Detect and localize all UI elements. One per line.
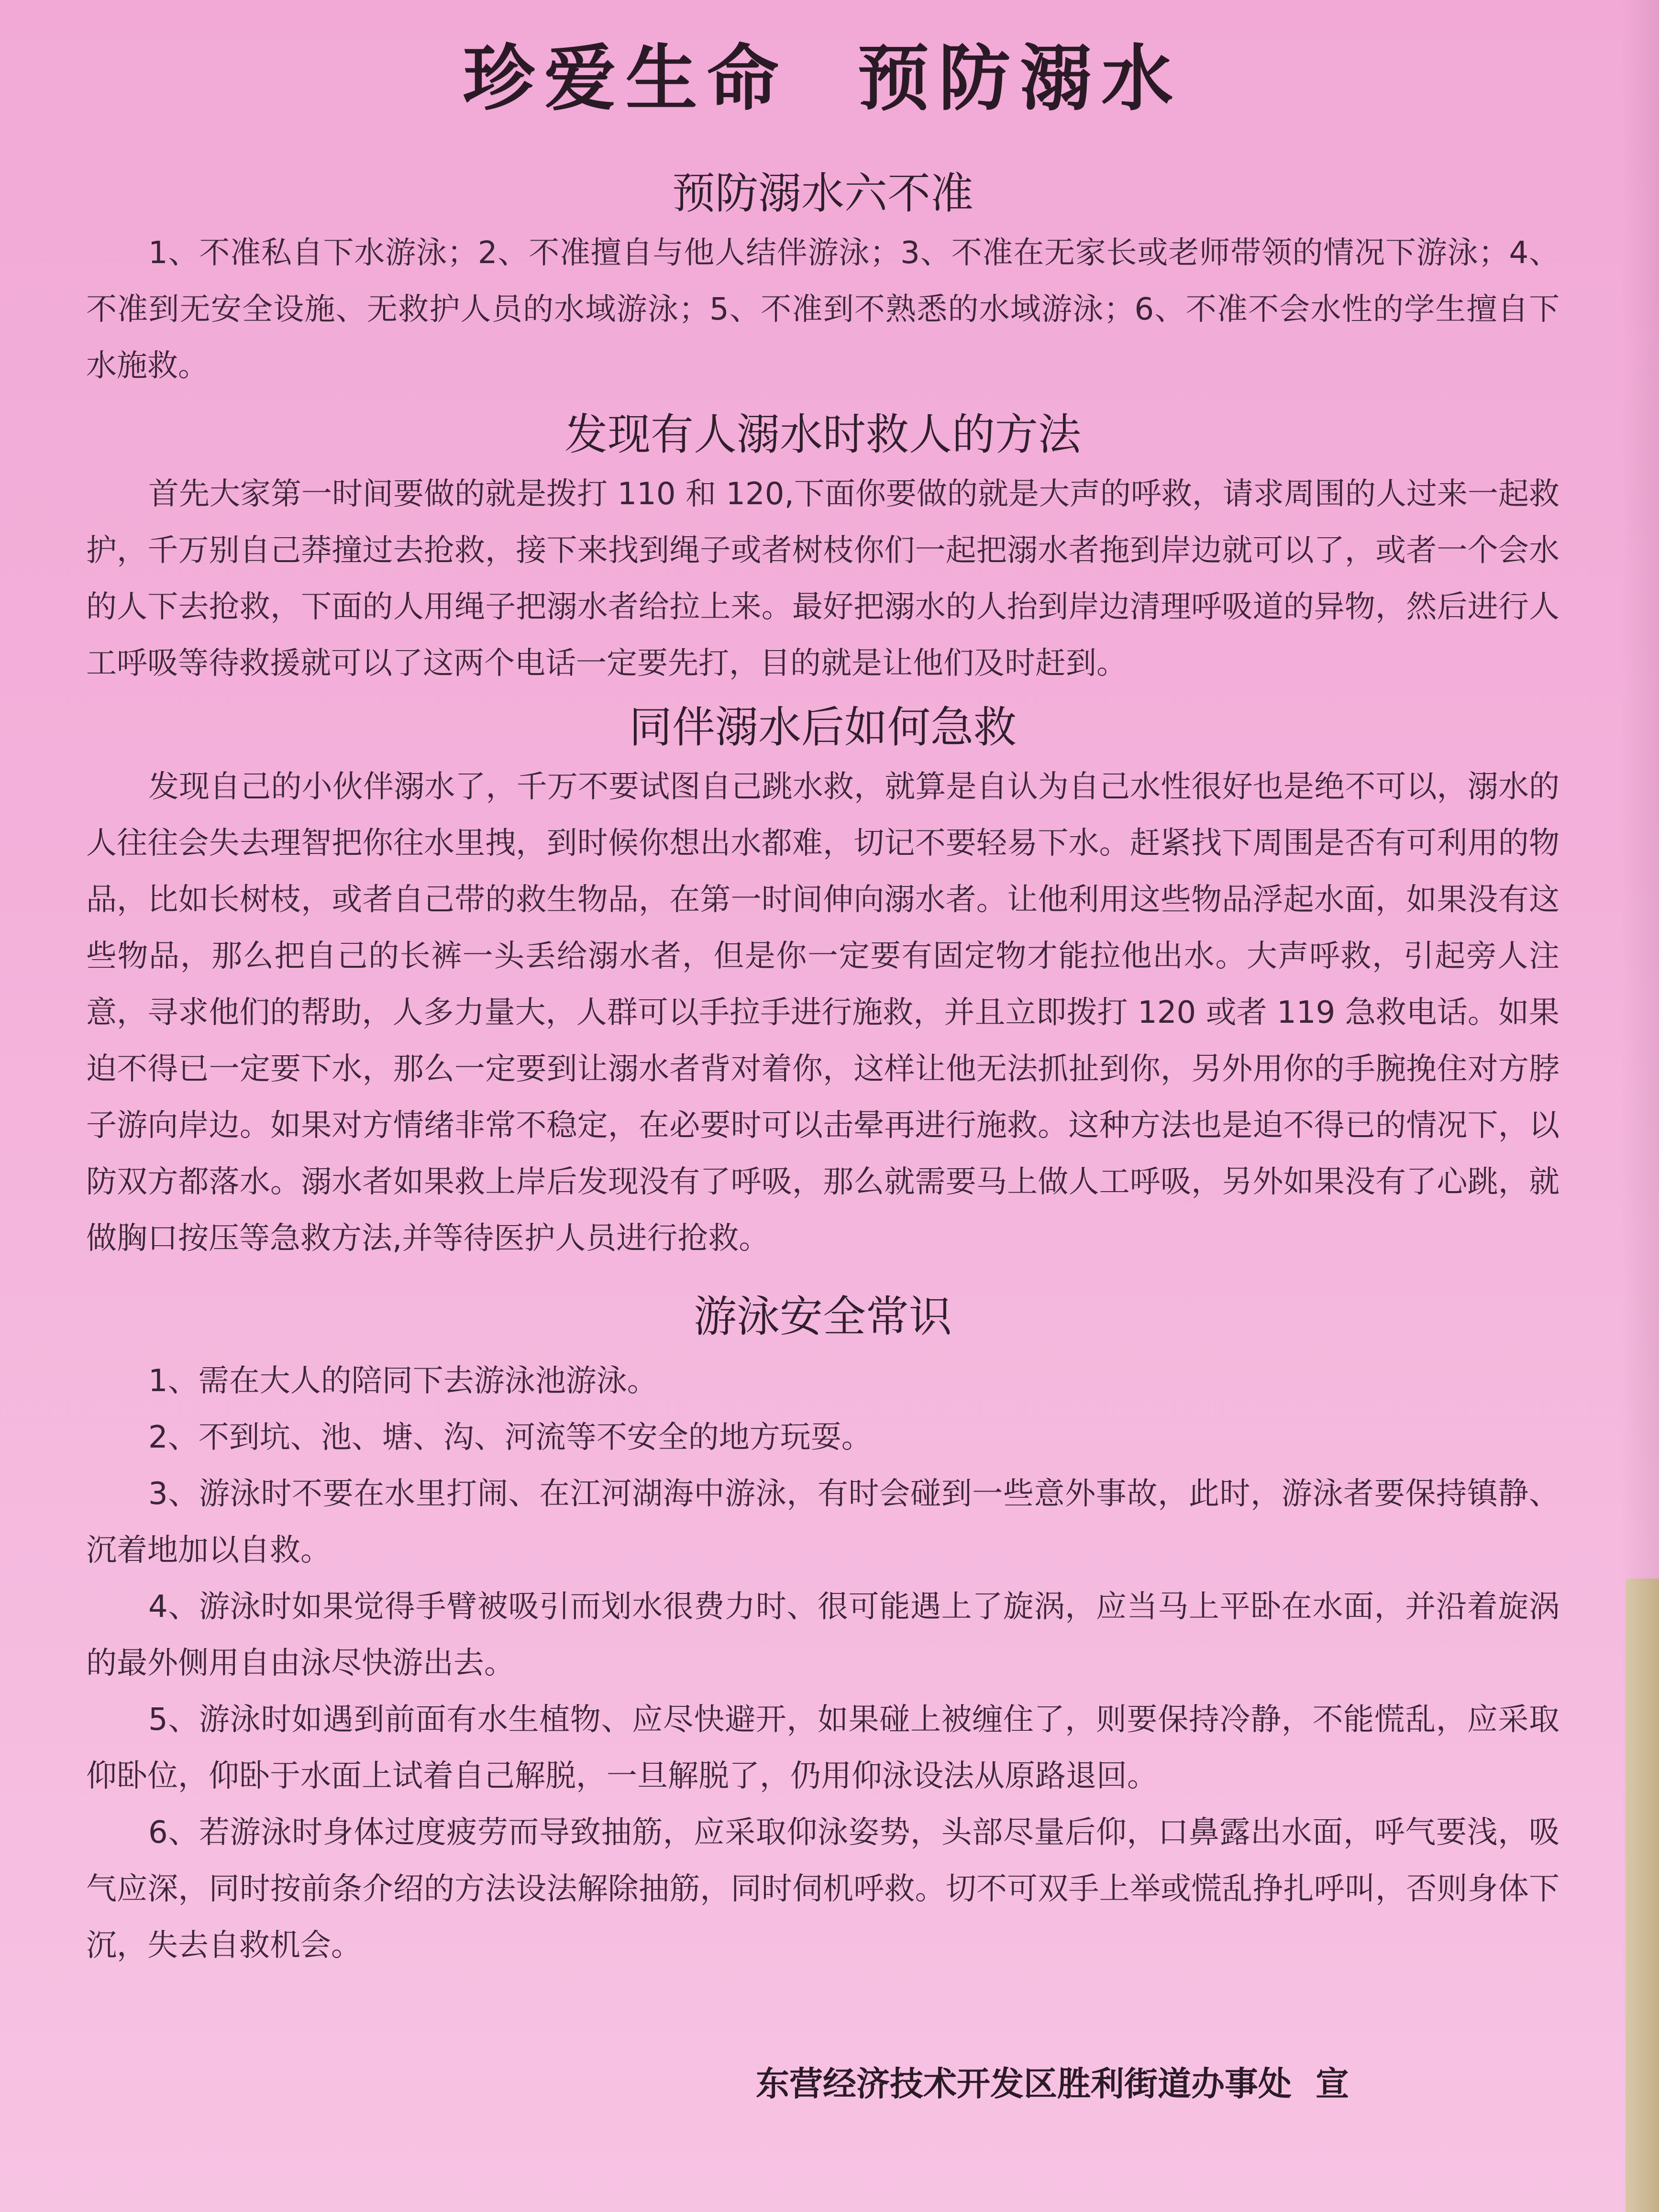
list-item: 5、游泳时如遇到前面有水生植物、应尽快避开，如果碰上被缠住了，则要保持冷静，不能慌乱，应采取仰卧位，仰卧于水面上试着自己解脱，一旦解脱了，仍用仰泳设法从原路退回。 bbox=[86, 1702, 1559, 1794]
issuer-organization: 东营经济技术开发区胜利街道办事处 bbox=[756, 2064, 1292, 2103]
swimming-safety-list bbox=[86, 1353, 1559, 1974]
table-surface bbox=[1626, 1579, 1659, 2212]
six-rules-paragraph: 1、不准私自下水游泳；2、不准擅自与他人结伴游泳；3、不准在无家长或老师带领的情况下游泳；4、不准到无安全设施、无救护人员的水域游泳；5、不准到不熟悉的水域游泳；6、不准不会水性的学生擅自下水施救。 bbox=[86, 235, 1559, 384]
list-item: 1、需在大人的陪同下去游泳池游泳。 bbox=[148, 1363, 658, 1399]
list-item: 3、游泳时不要在水里打闹、在江河湖海中游泳，有时会碰到一些意外事故，此时，游泳者要保持镇静、沉着地加以自救。 bbox=[86, 1476, 1559, 1568]
list-item: 4、游泳时如果觉得手臂被吸引而划水很费力时、很可能遇上了旋涡，应当马上平卧在水面，并沿着旋涡的最外侧用自由泳尽快游出去。 bbox=[86, 1589, 1559, 1681]
issuer-signature bbox=[756, 2057, 1349, 2105]
companion-first-aid-paragraph: 发现自己的小伙伴溺水了，千万不要试图自己跳水救，就算是自认为自己水性很好也是绝不可以，溺水的人往往会失去理智把你往水里拽，到时候你想出水都难，切记不要轻易下水。赶紧找下周围是否有可利用的物品，比如长树枝，或者自己带的救生物品，在第一时间伸向溺水者。让他利用这些物品浮起水面，如果没有这些物品，那么把自己的长裤一头丢给溺水者，但是你一定要有固定物才能拉他出水。大声呼救，引起旁人注意，寻求他们的帮助，人多力量大，人群可以手拉手进行施救，并且立即拨打 120 或者 119 急救电话。如果迫不得已一定要下水，那么一定要到让溺水者背对着你，这样让他无法抓扯到你，另外用你的手腕挽住对方脖子游向岸边。如果对方情绪非常不稳定，在必要时可以击晕再进行施救。这种方法也是迫不得已的情况下，以防双方都落水。溺水者如果救上岸后发现没有了呼吸，那么就需要马上做人工呼吸，另外如果没有了心跳，就做胸口按压等急救方法,并等待医护人员进行抢救。 bbox=[86, 769, 1559, 1256]
notice-sheet bbox=[86, 29, 1559, 1974]
section-title-rescue-method: 发现有人溺水时救人的方法 bbox=[564, 409, 1081, 460]
page-title: 珍爱生命 预防溺水 bbox=[463, 37, 1183, 121]
issuer-mark: 宣 bbox=[1316, 2064, 1349, 2103]
list-item: 2、不到坑、池、塘、沟、河流等不安全的地方玩耍。 bbox=[148, 1420, 872, 1455]
section-title-swimming-safety: 游泳安全常识 bbox=[694, 1292, 952, 1342]
list-item: 6、若游泳时身体过度疲劳而导致抽筋，应采取仰泳姿势，头部尽量后仰，口鼻露出水面，呼气要浅，吸气应深，同时按前条介绍的方法设法解除抽筋，同时伺机呼救。切不可双手上举或慌乱挣扎呼叫，否则身体下沉，失去自救机会。 bbox=[86, 1815, 1559, 1963]
section-title-six-rules: 预防溺水六不准 bbox=[672, 168, 973, 219]
section-title-companion-first-aid: 同伴溺水后如何急救 bbox=[629, 702, 1017, 752]
rescue-method-paragraph: 首先大家第一时间要做的就是拨打 110 和 120,下面你要做的就是大声的呼救，请求周围的人过来一起救护，千万别自己莽撞过去抢救，接下来找到绳子或者树枝你们一起把溺水者拖到岸边就可以了，或者一个会水的人下去抢救，下面的人用绳子把溺水者给拉上来。最好把溺水的人抬到岸边清理呼吸道的异物，然后进行人工呼吸等待救援就可以了这两个电话一定要先打，目的就是让他们及时赶到。 bbox=[86, 476, 1559, 681]
